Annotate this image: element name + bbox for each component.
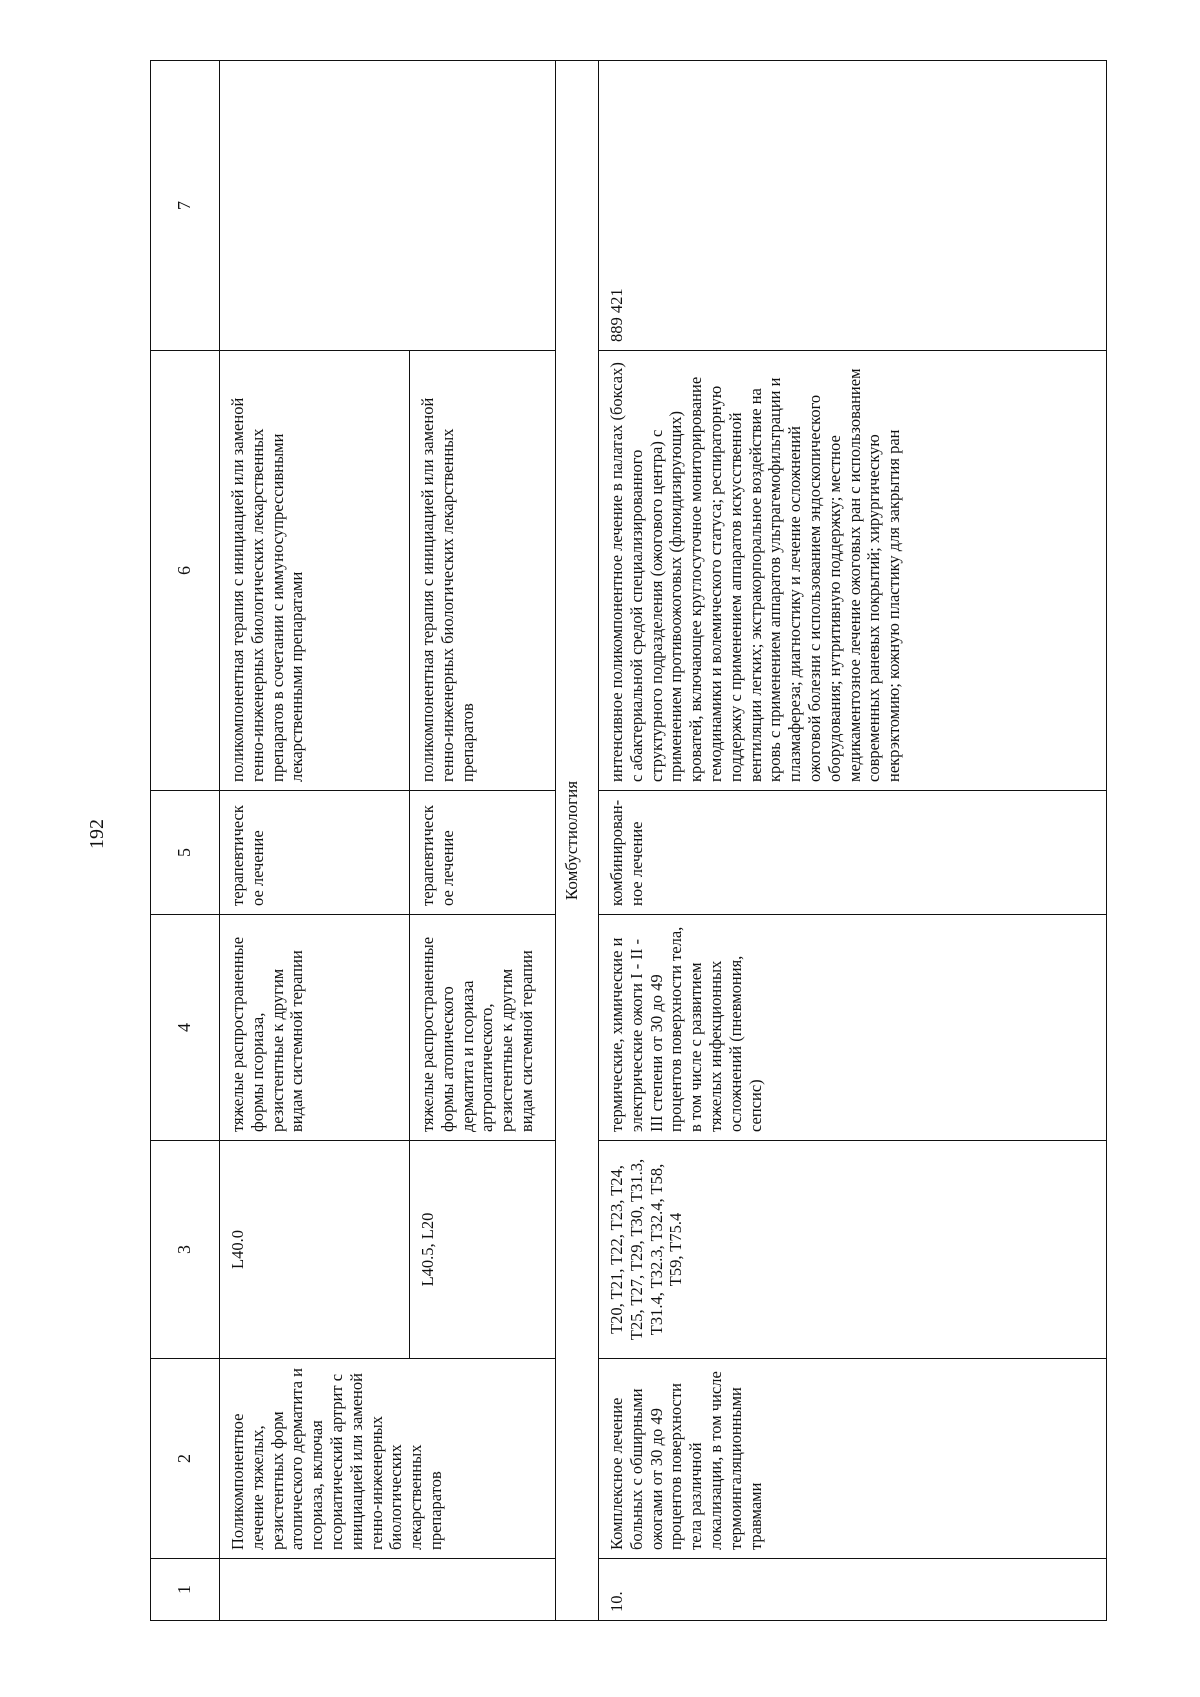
treatment-method-cell: поликомпонентная терапия с инициацией или заменой генно-инженерных биологических лекарственных препаратов — [410, 351, 556, 791]
header-cell: 2 — [151, 1359, 220, 1559]
icd-code-cell: L40.0 — [220, 1141, 410, 1359]
row-number-cell — [220, 1559, 556, 1621]
patient-model-cell: тяжелые распространенные формы атопического дерматита и псориаза артропатического, резистентные к другим видам системной терапии — [410, 915, 556, 1141]
patient-model-cell: термические, химические и электрические ожоги I - II - III степени от 30 до 49 процентов поверхности тела, в том числе с развитием тяжелых инфекционных осложнений (пневмония, сепсис) — [599, 915, 1107, 1141]
header-cell: 6 — [151, 351, 220, 791]
cost-cell: 889 421 — [599, 61, 1107, 351]
section-row — [556, 61, 599, 1621]
treatment-type-cell: терапевтическое лечение — [220, 791, 410, 915]
header-cell: 3 — [151, 1141, 220, 1359]
table-header-row — [151, 61, 220, 1621]
medical-care-table — [150, 60, 1107, 1621]
care-type-cell: Комплексное лечение больных с обширными ожогами от 30 до 49 процентов поверхности тела различной локализации, в том числе термоингаляционными травмами — [599, 1359, 1107, 1559]
table-row — [599, 61, 1107, 1621]
patient-model-cell: тяжелые распространенные формы псориаза, резистентные к другим видам системной терапии — [220, 915, 410, 1141]
page-number: 192 — [86, 819, 108, 849]
cost-cell — [220, 61, 556, 351]
row-number-cell: 10. — [599, 1559, 1107, 1621]
treatment-type-cell: комбинирован-ное лечение — [599, 791, 1107, 915]
care-type-cell: Поликомпонентное лечение тяжелых, резистентных форм атопического дерматита и псориаза, включая псориатический артрит с инициацией или заменой генно-инженерных биологических лекарственных препаратов — [220, 1359, 556, 1559]
treatment-method-cell: интенсивное поликомпонентное лечение в палатах (боксах) с абактериальной средой специализированного структурного подразделения (ожогового центра) с применением противоожоговых (флюидизирующих) кроватей, включающее круглосуточное мониторирование гемодинамики и волемического статуса; респираторную поддержку с применением аппаратов искусственной вентиляции легких; экстракорпоральное воздействие на кровь с применением аппаратов ультрагемофильтрации и плазмафереза; диагностику и лечение осложнений ожоговой болезни с использованием эндоскопического оборудования; нутритивную поддержку; местное медикаментозное лечение ожоговых ран с использованием современных раневых покрытий; хирургическую некрэктомию; кожную пластику для закрытия ран — [599, 351, 1107, 791]
treatment-type-cell: терапевтическое лечение — [410, 791, 556, 915]
header-cell: 4 — [151, 915, 220, 1141]
header-cell: 7 — [151, 61, 220, 351]
treatment-method-cell: поликомпонентная терапия с инициацией или заменой генно-инженерных биологических лекарственных препаратов в сочетании с иммуносупрессивными лекарственными препаратами — [220, 351, 410, 791]
icd-code-cell: L40.5, L20 — [410, 1141, 556, 1359]
section-title: Комбустиология — [556, 61, 599, 1621]
header-cell: 1 — [151, 1559, 220, 1621]
header-cell: 5 — [151, 791, 220, 915]
table-row — [220, 61, 410, 1621]
icd-code-cell: T20, T21, T22, T23, T24, T25, T27, T29, T30, T31.3, T31.4, T32.3, T32.4, T58, T59, T75.4 — [599, 1141, 1107, 1359]
